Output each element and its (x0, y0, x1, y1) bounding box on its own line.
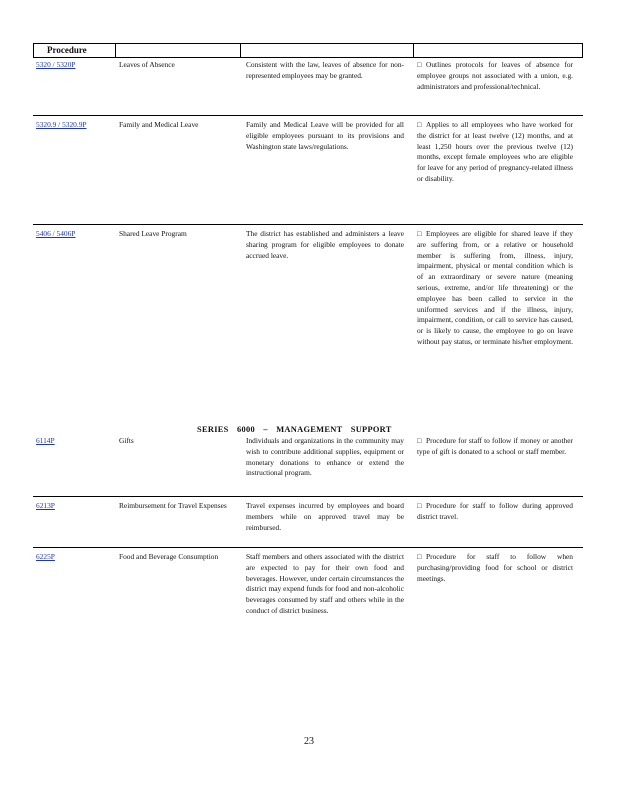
bullet-icon: □ (417, 436, 422, 445)
bullet-icon: □ (417, 229, 422, 238)
bullet-icon: □ (417, 60, 422, 69)
header-divider (33, 43, 34, 58)
policy-title: Gifts (119, 436, 134, 445)
procedure-code-link[interactable]: 5320 / 5320P (36, 60, 76, 69)
bullet-icon: □ (417, 501, 422, 510)
header-divider (240, 43, 241, 58)
policy-description: The district has established and administers a leave sharing program for eligible employees to donate accrued leave. (246, 229, 404, 260)
series-heading: SERIES 6000 – MANAGEMENT SUPPORT (197, 425, 392, 434)
procedure-code-link[interactable]: 6225P (36, 552, 55, 561)
row-divider (33, 224, 583, 225)
policy-title: Reimbursement for Travel Expenses (119, 501, 227, 510)
policy-title: Food and Beverage Consumption (119, 552, 219, 561)
header-divider (582, 43, 583, 58)
policy-title: Shared Leave Program (119, 229, 187, 238)
procedure-summary: □ Applies to all employees who have worked for the district for at least twelve (12) months, and at least 1,250 hours over the previous twelve (12) months, except female employees who are eligible for leave for any period of pregnancy-related illness or disability. (417, 120, 573, 183)
bullet-icon: □ (417, 120, 422, 129)
bullet-icon: □ (417, 552, 422, 561)
procedure-summary: □ Procedure for staff to follow when purchasing/providing food for school or district meetings. (417, 552, 573, 583)
policy-description: Consistent with the law, leaves of absence for non-represented employees may be granted. (246, 60, 404, 80)
policy-title: Family and Medical Leave (119, 120, 199, 129)
row-divider (33, 115, 583, 116)
policy-description: Individuals and organizations in the community may wish to contribute additional supplies, equipment or monetary donations to enhance or extend the instructional program. (246, 436, 404, 478)
procedure-code-link[interactable]: 6114P (36, 436, 55, 445)
policy-description: Travel expenses incurred by employees and board members while on approved travel may be reimbursed. (246, 501, 404, 532)
page-number: 23 (304, 736, 314, 747)
row-divider (33, 496, 583, 497)
procedure-summary: □ Outlines protocols for leaves of absence for employee groups not associated with a union, e.g. administrators and professional/technical. (417, 60, 573, 91)
policy-description: Staff members and others associated with the district are expected to pay for their own food and beverages. However, under certain circumstances the district may expend funds for food and non-alcoholic beverages consumed by staff and others while in the conduct of district business. (246, 552, 404, 615)
row-divider (33, 547, 583, 548)
policy-title: Leaves of Absence (119, 60, 175, 69)
header-divider (115, 43, 116, 58)
procedure-summary: □ Procedure for staff to follow during approved district travel. (417, 501, 573, 521)
procedure-summary: □ Procedure for staff to follow if money or another type of gift is donated to a school or staff member. (417, 436, 573, 456)
procedure-code-link[interactable]: 5320.9 / 5320.9P (36, 120, 87, 129)
procedure-column-header: Procedure (47, 45, 87, 55)
policy-description: Family and Medical Leave will be provided for all eligible employees pursuant to its provisions and Washington state laws/regulations. (246, 120, 404, 151)
procedure-code-link[interactable]: 5406 / 5406P (36, 229, 76, 238)
header-divider (413, 43, 414, 58)
procedure-summary: □ Employees are eligible for shared leave if they are suffering from, or a relative or household member is suffering from, illness, injury, impairment, physical or mental condition which is of an extraordinary or severe nature (meaning serious, extreme, and/or life threatening) or the employee has been called to service in the uniformed services and if the illness, injury, impairment, condition, or call to service has caused, or is likely to cause, the employee to go on leave without pay status, or terminate his/her employment. (417, 229, 573, 346)
procedure-code-link[interactable]: 6213P (36, 501, 55, 510)
